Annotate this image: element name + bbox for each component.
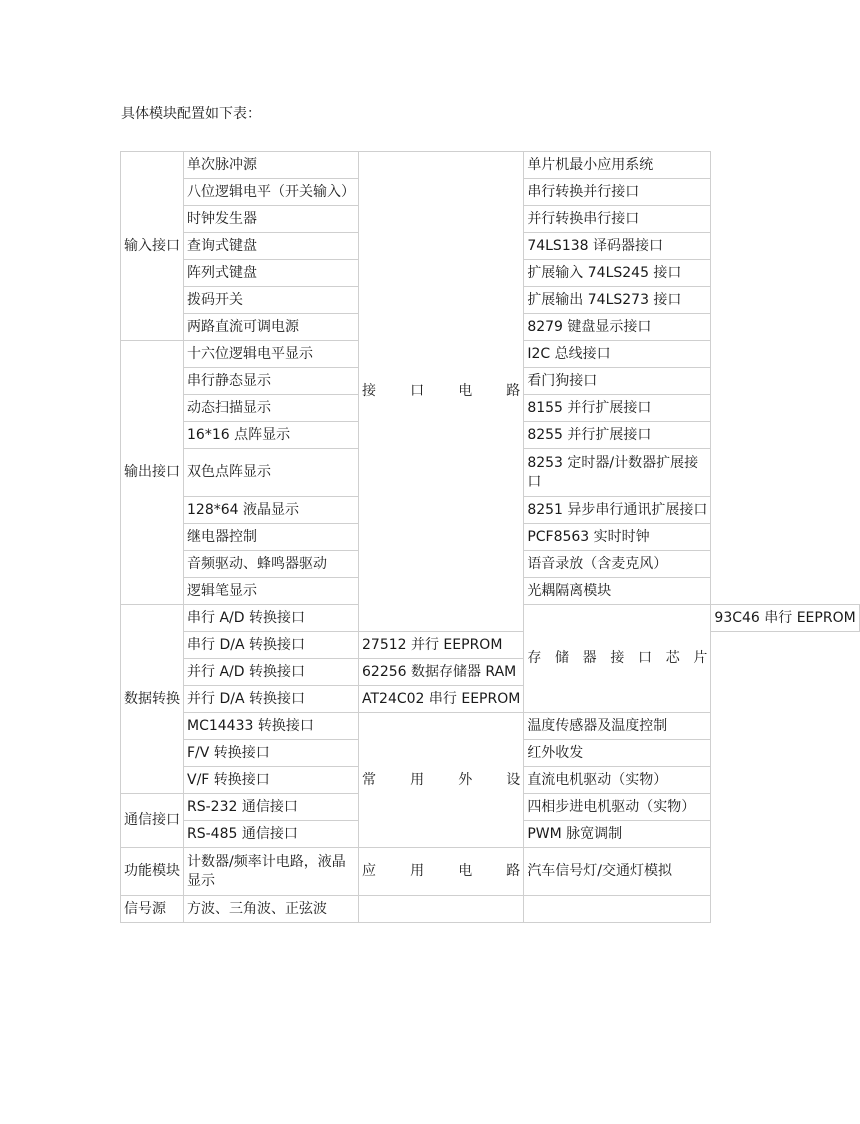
item-cell: 看门狗接口	[524, 368, 711, 395]
item-cell: 8253 定时器/计数器扩展接口	[524, 449, 711, 497]
item-cell: 单片机最小应用系统	[524, 152, 711, 179]
item-cell	[524, 896, 711, 923]
item-cell: 查询式键盘	[184, 233, 359, 260]
category-cell: 功能模块	[121, 848, 184, 896]
item-cell: 拨码开关	[184, 287, 359, 314]
category-cell	[359, 896, 524, 923]
item-cell: 并行 A/D 转换接口	[184, 659, 359, 686]
item-cell: 方波、三角波、正弦波	[184, 896, 359, 923]
item-cell: RS-232 通信接口	[184, 794, 359, 821]
category-cell	[524, 605, 711, 713]
item-cell: AT24C02 串行 EEPROM	[359, 686, 524, 713]
item-cell: 计数器/频率计电路，液晶显示	[184, 848, 359, 896]
item-cell: 93C46 串行 EEPROM	[711, 605, 859, 632]
table-row	[121, 632, 860, 659]
category-cell: 数据转换	[121, 605, 184, 794]
table-row	[121, 896, 860, 923]
item-cell: 8279 键盘显示接口	[524, 314, 711, 341]
item-cell: 8255 并行扩展接口	[524, 422, 711, 449]
item-cell: PWM 脉宽调制	[524, 821, 711, 848]
item-cell: 动态扫描显示	[184, 395, 359, 422]
item-cell: 62256 数据存储器 RAM	[359, 659, 524, 686]
item-cell: 继电器控制	[184, 524, 359, 551]
item-cell: 音频驱动、蜂鸣器驱动	[184, 551, 359, 578]
item-cell: MC14433 转换接口	[184, 713, 359, 740]
item-cell: 汽车信号灯/交通灯模拟	[524, 848, 711, 896]
item-cell: 27512 并行 EEPROM	[359, 632, 524, 659]
item-cell: 8251 异步串行通讯扩展接口	[524, 497, 711, 524]
category-cell: 通信接口	[121, 794, 184, 848]
item-cell: 74LS138 译码器接口	[524, 233, 711, 260]
table-row	[121, 848, 860, 896]
item-cell: 红外收发	[524, 740, 711, 767]
category-cell: 输入接口	[121, 152, 184, 341]
item-cell: 单次脉冲源	[184, 152, 359, 179]
table-row	[121, 152, 860, 179]
item-cell: V/F 转换接口	[184, 767, 359, 794]
item-cell: 四相步进电机驱动（实物）	[524, 794, 711, 821]
category-label: 存储器接口芯片	[527, 650, 708, 666]
item-cell: 并行 D/A 转换接口	[184, 686, 359, 713]
item-cell: 8155 并行扩展接口	[524, 395, 711, 422]
item-cell: 阵列式键盘	[184, 260, 359, 287]
category-label: 应用电路	[362, 863, 521, 879]
item-cell: I2C 总线接口	[524, 341, 711, 368]
item-cell: 十六位逻辑电平显示	[184, 341, 359, 368]
item-cell: 语音录放（含麦克风）	[524, 551, 711, 578]
item-cell: 扩展输入 74LS245 接口	[524, 260, 711, 287]
item-cell: 逻辑笔显示	[184, 578, 359, 605]
item-cell: 串行静态显示	[184, 368, 359, 395]
item-cell: 16*16 点阵显示	[184, 422, 359, 449]
item-cell: 串行转换并行接口	[524, 179, 711, 206]
item-cell: 温度传感器及温度控制	[524, 713, 711, 740]
item-cell: 光耦隔离模块	[524, 578, 711, 605]
item-cell: F/V 转换接口	[184, 740, 359, 767]
category-label: 常用外设	[362, 771, 521, 788]
item-cell: 串行 A/D 转换接口	[184, 605, 359, 632]
item-cell: 双色点阵显示	[184, 449, 359, 497]
item-cell: 直流电机驱动（实物）	[524, 767, 711, 794]
intro-text: 具体模块配置如下表：	[121, 106, 261, 122]
category-cell	[359, 713, 524, 848]
category-cell	[359, 848, 524, 896]
category-label: 接口电路	[362, 383, 521, 399]
category-cell: 输出接口	[121, 341, 184, 605]
module-config-table	[120, 151, 860, 923]
table-row	[121, 686, 860, 713]
table-row	[121, 659, 860, 686]
item-cell: 扩展输出 74LS273 接口	[524, 287, 711, 314]
item-cell: 时钟发生器	[184, 206, 359, 233]
item-cell: PCF8563 实时时钟	[524, 524, 711, 551]
item-cell: RS-485 通信接口	[184, 821, 359, 848]
category-cell	[359, 152, 524, 632]
item-cell: 八位逻辑电平（开关输入）	[184, 179, 359, 206]
item-cell: 两路直流可调电源	[184, 314, 359, 341]
item-cell: 并行转换串行接口	[524, 206, 711, 233]
item-cell: 串行 D/A 转换接口	[184, 632, 359, 659]
category-cell: 信号源	[121, 896, 184, 923]
table-row	[121, 713, 860, 740]
item-cell: 128*64 液晶显示	[184, 497, 359, 524]
